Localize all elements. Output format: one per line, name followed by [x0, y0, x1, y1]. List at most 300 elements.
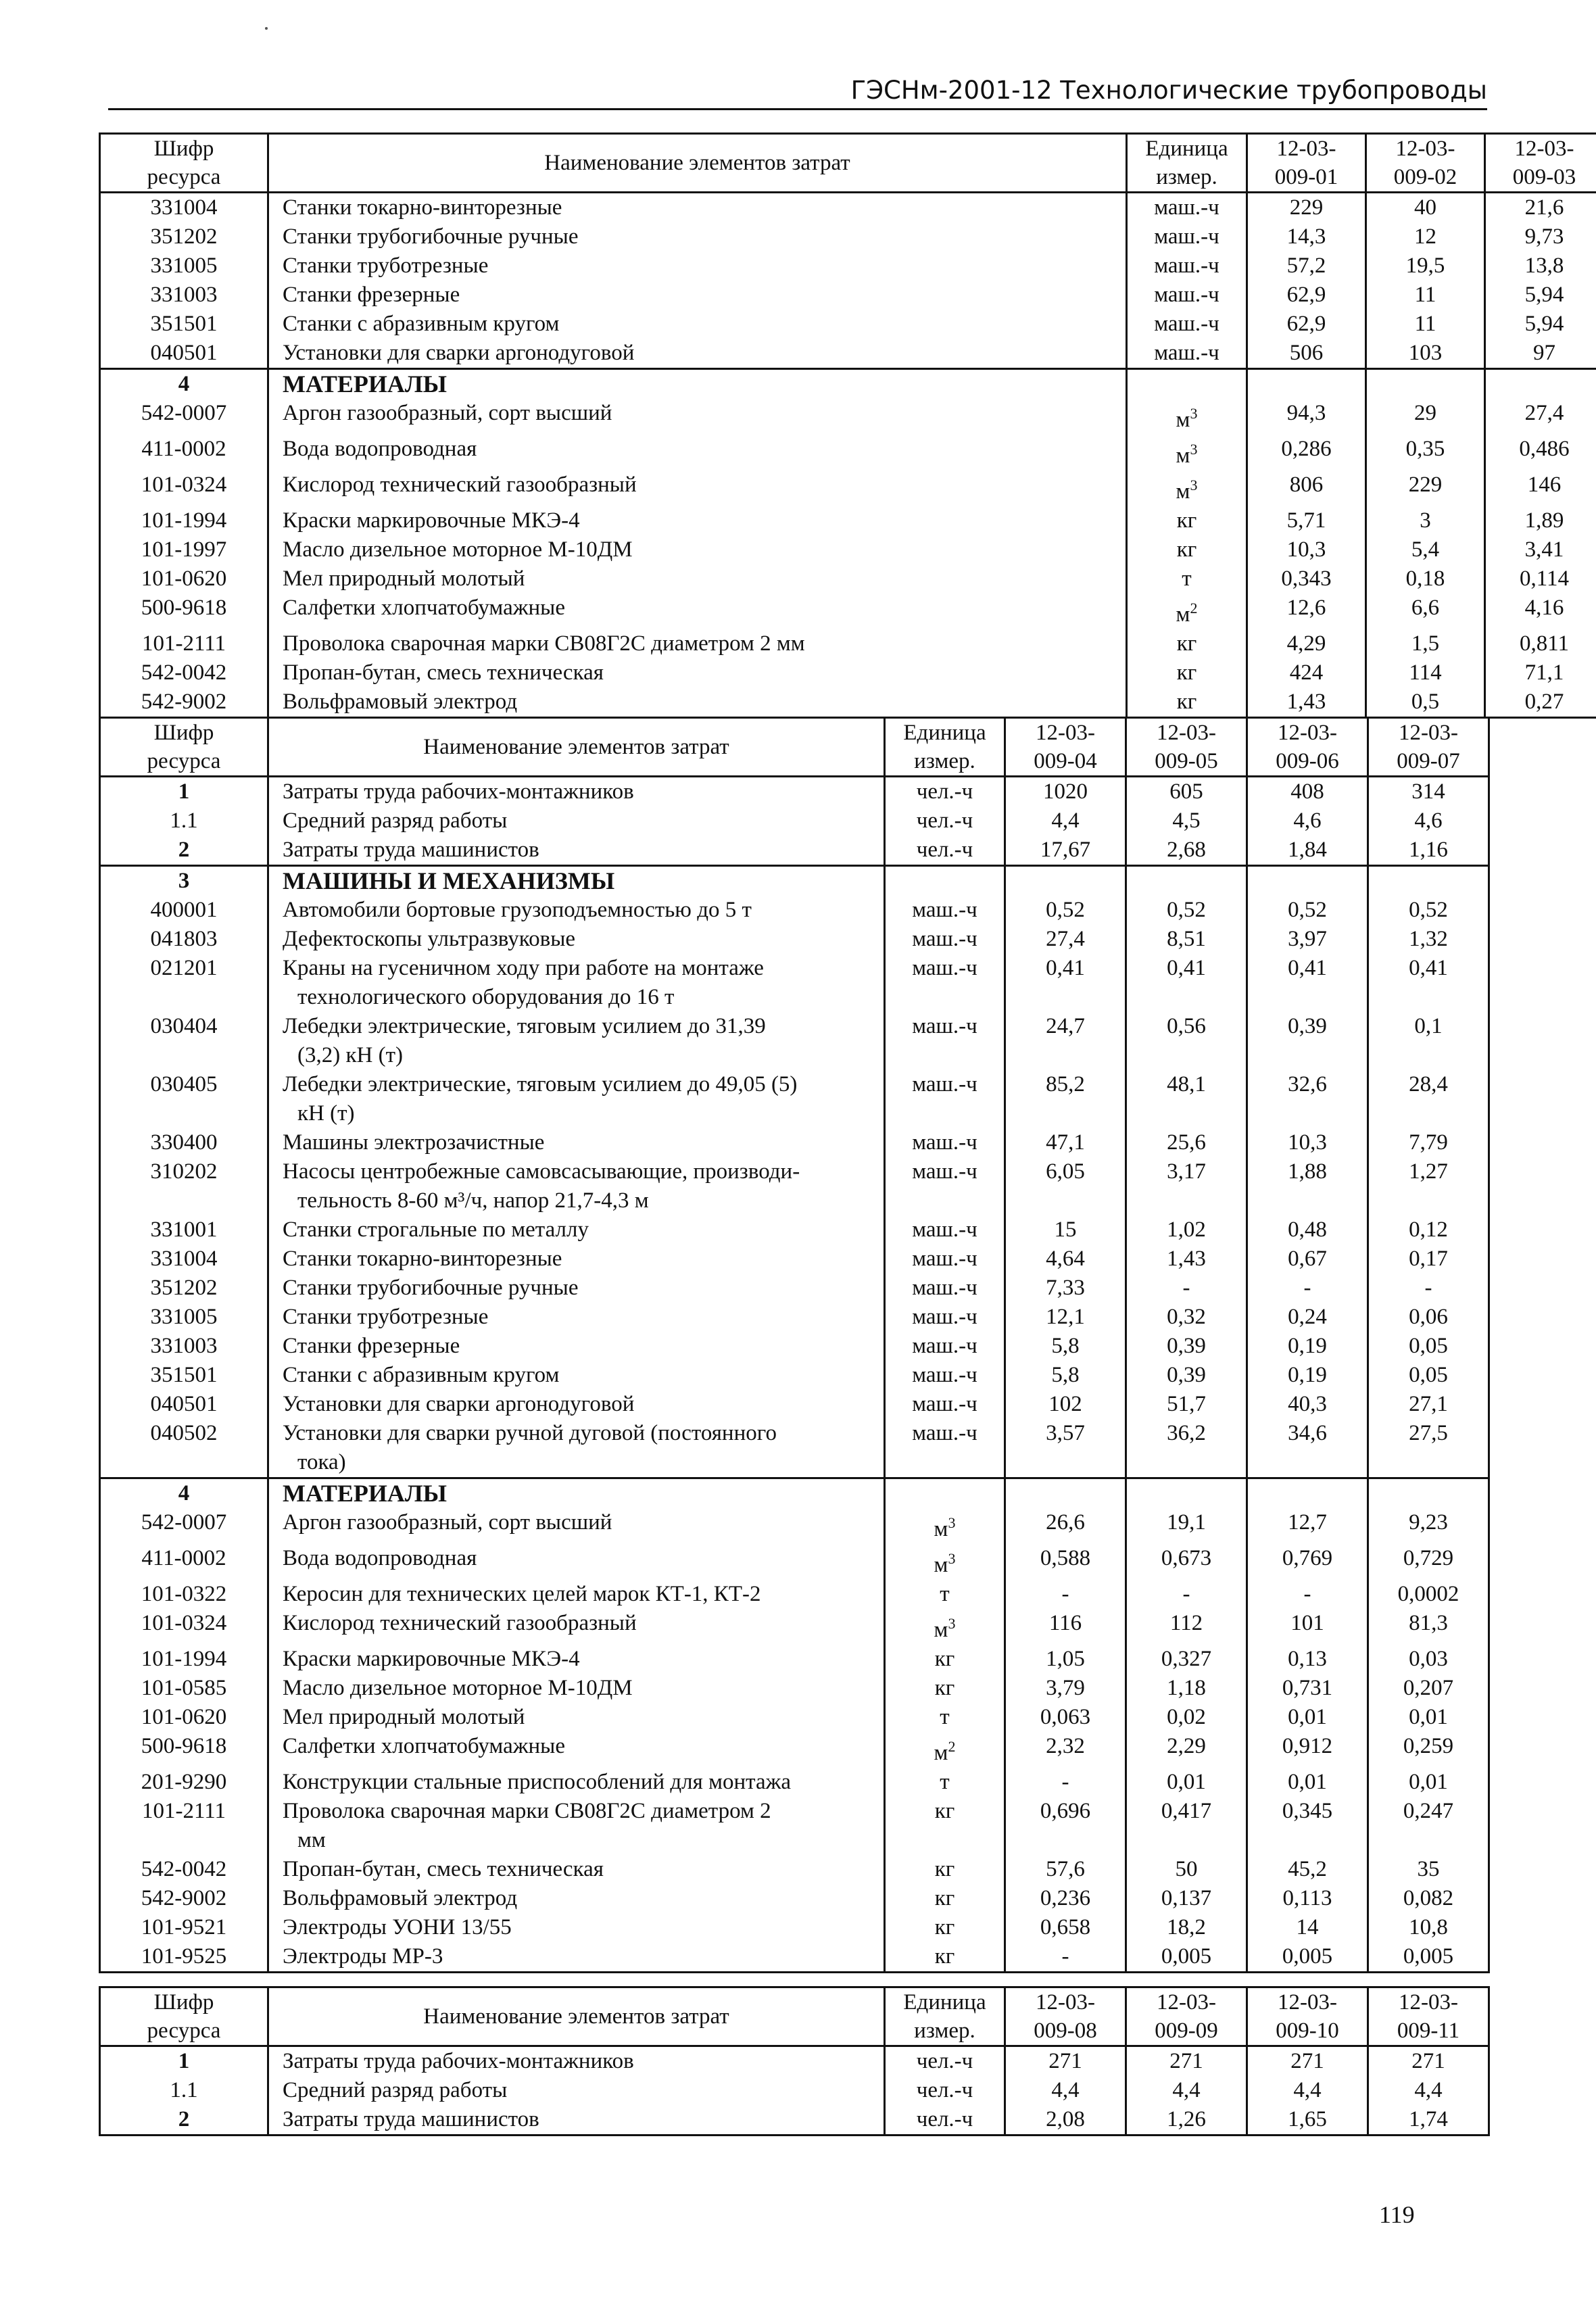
unit-cell	[885, 1390, 1005, 1419]
norm-value: 0,41	[1288, 956, 1327, 980]
resource-name: Пропан-бутан, смесь техническая	[283, 1857, 604, 1881]
header-name	[268, 134, 1127, 193]
resource-name-cell	[268, 687, 1127, 718]
table-row	[100, 1361, 1489, 1390]
resource-code: 331003	[150, 283, 218, 307]
table-row	[100, 251, 1596, 281]
resource-name: (3,2) кН (т)	[297, 1043, 403, 1067]
norm-value-cell	[1247, 1884, 1368, 1913]
norm-value: 47,1	[1046, 1130, 1085, 1155]
norm-value-cell	[1366, 399, 1485, 435]
resource-name-cell	[268, 506, 1127, 535]
norm-value-cell	[1247, 1609, 1368, 1645]
unit-cell	[885, 1157, 1005, 1215]
norm-value: 0,063	[1040, 1705, 1091, 1729]
unit-cell	[885, 1674, 1005, 1703]
norm-value-cell	[1247, 1942, 1368, 1973]
resource-code-cell	[100, 193, 268, 223]
norm-value-cell	[1126, 2105, 1247, 2136]
resource-name-cell	[268, 339, 1127, 369]
resource-name-cell	[268, 594, 1127, 629]
resource-name: Станки токарно-винторезные	[283, 195, 562, 220]
norm-value-cell	[1126, 1128, 1247, 1157]
norm-value: 0,417	[1161, 1799, 1212, 1823]
header-norm-line: 009-11	[1397, 2019, 1460, 2043]
norm-value-cell	[1126, 1070, 1247, 1128]
norm-value-cell	[1126, 1332, 1247, 1361]
resource-table-1	[99, 132, 1596, 719]
norm-value-cell	[1126, 1361, 1247, 1390]
resource-code: 101-0620	[141, 566, 227, 591]
resource-name-cell	[268, 1580, 885, 1609]
header-norm-line: 12-03-	[1157, 721, 1216, 745]
resource-code-cell	[100, 1913, 268, 1942]
norm-value-cell	[1368, 954, 1489, 1012]
norm-value-cell	[1126, 1645, 1247, 1674]
norm-value: 0,729	[1403, 1546, 1454, 1570]
norm-value: 7,79	[1409, 1130, 1448, 1155]
resource-code: 500-9618	[141, 1734, 227, 1758]
norm-value: 0,67	[1288, 1247, 1327, 1271]
unit-cell	[1127, 281, 1247, 310]
resource-code-cell	[100, 1884, 268, 1913]
norm-value: 0,32	[1167, 1305, 1206, 1329]
norm-value-cell	[1005, 1768, 1126, 1797]
norm-value: 605	[1169, 779, 1203, 804]
table-row	[100, 193, 1596, 223]
norm-value: 0,082	[1403, 1886, 1454, 1910]
resource-code-cell	[100, 281, 268, 310]
resource-name: Станки токарно-винторезные	[283, 1247, 562, 1271]
norm-value-cell	[1485, 310, 1596, 339]
norm-value: 9,73	[1524, 224, 1564, 249]
table-row	[100, 506, 1596, 535]
norm-value-cell	[1368, 1215, 1489, 1245]
resource-code-cell	[100, 506, 268, 535]
unit-value: маш.-ч	[912, 956, 977, 980]
norm-value: 0,52	[1046, 898, 1085, 922]
resource-code-cell	[100, 251, 268, 281]
resource-name: Кислород технический газообразный	[283, 473, 637, 497]
norm-value-cell	[1005, 2076, 1126, 2105]
resource-name: Дефектоскопы ультразвуковые	[283, 927, 576, 951]
norm-value-cell	[1126, 1478, 1247, 1509]
norm-value: 13,8	[1524, 254, 1564, 278]
norm-value: 35	[1417, 1857, 1440, 1881]
unit-value: маш.-ч	[912, 1247, 977, 1271]
norm-value: 0,343	[1281, 566, 1332, 591]
resource-name: Аргон газообразный, сорт высший	[283, 1510, 612, 1535]
table-row	[100, 1884, 1489, 1913]
norm-value-cell	[1366, 193, 1485, 223]
resource-name-cell	[268, 1942, 885, 1973]
norm-value: 15	[1054, 1217, 1077, 1242]
table-row	[100, 1128, 1489, 1157]
resource-name-cell	[268, 836, 885, 866]
row-group	[100, 1478, 1489, 1973]
resource-name-cell	[268, 866, 885, 896]
resource-code-cell	[100, 1070, 268, 1128]
header-norm-code	[1247, 1987, 1368, 2046]
norm-value: 806	[1289, 473, 1324, 497]
norm-value-cell	[1368, 1419, 1489, 1478]
norm-value-cell	[1368, 1580, 1489, 1609]
norm-value-cell	[1126, 777, 1247, 807]
norm-value: 4,4	[1051, 2078, 1080, 2102]
unit-value: м	[934, 1741, 948, 1765]
norm-value-cell	[1126, 1732, 1247, 1768]
header-unit-line: Единица	[1145, 137, 1228, 161]
resource-name: кН (т)	[297, 1101, 355, 1126]
norm-value: 14	[1296, 1915, 1319, 1939]
norm-value-cell	[1485, 251, 1596, 281]
resource-name-cell	[268, 2046, 885, 2077]
norm-value-cell	[1005, 1855, 1126, 1884]
norm-value: 0,345	[1282, 1799, 1333, 1823]
norm-value: 0,24	[1288, 1305, 1327, 1329]
unit-value: м	[1176, 479, 1190, 504]
norm-value: 0,01	[1288, 1770, 1327, 1794]
header-norm-code	[1368, 1987, 1489, 2046]
norm-value: 0,12	[1409, 1217, 1448, 1242]
norm-value: 57,6	[1046, 1857, 1085, 1881]
row-group	[100, 2046, 1489, 2136]
norm-value-cell	[1247, 339, 1366, 369]
norm-value-cell	[1368, 1508, 1489, 1544]
header-name	[268, 1987, 885, 2046]
norm-value: -	[1303, 1582, 1311, 1606]
resource-code-cell	[100, 339, 268, 369]
header-norm-line: 12-03-	[1514, 137, 1574, 161]
page-number: 119	[1379, 2201, 1415, 2228]
norm-value: 101	[1290, 1611, 1324, 1635]
unit-exponent: 3	[1190, 477, 1198, 493]
norm-value-cell	[1247, 369, 1366, 400]
unit-value: м	[1176, 443, 1190, 468]
scan-speck	[265, 27, 268, 30]
resource-name: Установки для сварки аргонодуговой	[283, 341, 635, 365]
unit-value: маш.-ч	[912, 1363, 977, 1387]
resource-name: Лебедки электрические, тяговым усилием до 31,39	[283, 1014, 766, 1038]
header-code-line: Шифр	[153, 721, 214, 745]
norm-value: 229	[1408, 473, 1443, 497]
table-row	[100, 339, 1596, 369]
norm-value-cell	[1366, 251, 1485, 281]
norm-value-cell	[1126, 896, 1247, 925]
resource-name: Краски маркировочные МКЭ-4	[283, 508, 580, 533]
norm-value: 0,1	[1414, 1014, 1443, 1038]
norm-value: 0,03	[1409, 1647, 1448, 1671]
header-norm-line: 12-03-	[1399, 721, 1458, 745]
norm-value: 0,005	[1403, 1944, 1454, 1969]
resource-name-cell	[268, 1070, 885, 1128]
resource-name: Затраты труда машинистов	[283, 2107, 539, 2131]
norm-value-cell	[1247, 251, 1366, 281]
norm-value-cell	[1126, 1942, 1247, 1973]
resource-name: Мел природный молотый	[283, 566, 525, 591]
header-name-text: Наименование элементов затрат	[423, 2004, 729, 2029]
norm-value: 0,13	[1288, 1647, 1327, 1671]
norm-value-cell	[1485, 435, 1596, 471]
norm-value-cell	[1368, 1274, 1489, 1303]
resource-name: Станки с абразивным кругом	[283, 1363, 560, 1387]
resource-code: 041803	[150, 927, 218, 951]
resource-code-cell	[100, 1544, 268, 1580]
table-row	[100, 435, 1596, 471]
resource-code-cell	[100, 369, 268, 400]
unit-value: маш.-ч	[1154, 224, 1219, 249]
header-norm-line: 009-03	[1512, 165, 1576, 189]
norm-value: 506	[1289, 341, 1324, 365]
header-norm-line: 009-10	[1276, 2019, 1339, 2043]
row-group	[100, 193, 1596, 369]
header-norm-line: 12-03-	[1276, 137, 1336, 161]
resource-code: 351202	[150, 224, 218, 249]
norm-value: 0,41	[1046, 956, 1085, 980]
norm-value: -	[1182, 1582, 1190, 1606]
resource-code-cell	[100, 954, 268, 1012]
header-norm-line: 12-03-	[1278, 1990, 1337, 2015]
norm-value: 27,4	[1524, 401, 1564, 425]
norm-value-cell	[1366, 658, 1485, 687]
table-header-row	[100, 1987, 1489, 2046]
resource-code: 331005	[150, 1305, 218, 1329]
unit-cell	[1127, 629, 1247, 658]
resource-name: Станки фрезерные	[283, 283, 460, 307]
norm-value: 4,4	[1293, 2078, 1322, 2102]
row-group	[100, 369, 1596, 718]
norm-value: 4,4	[1172, 2078, 1201, 2102]
unit-value: маш.-ч	[912, 1276, 977, 1300]
norm-value: 0,39	[1288, 1014, 1327, 1038]
table-row	[100, 564, 1596, 594]
norm-value-cell	[1247, 1645, 1368, 1674]
table-row	[100, 1419, 1489, 1478]
resource-name: Вода водопроводная	[283, 437, 477, 461]
norm-value-cell	[1247, 836, 1368, 866]
norm-value-cell	[1368, 1797, 1489, 1855]
resource-code-cell	[100, 1674, 268, 1703]
unit-value: маш.-ч	[1154, 341, 1219, 365]
resource-code: 040501	[150, 1392, 218, 1416]
unit-value: т	[940, 1770, 950, 1794]
resource-name: Масло дизельное моторное М-10ДМ	[283, 537, 633, 562]
table-row	[100, 1797, 1489, 1855]
resource-code: 101-0324	[141, 1611, 227, 1635]
norm-value-cell	[1485, 629, 1596, 658]
resource-name: Краски маркировочные МКЭ-4	[283, 1647, 580, 1671]
norm-value-cell	[1247, 1855, 1368, 1884]
norm-value-cell	[1368, 1942, 1489, 1973]
table-row	[100, 1274, 1489, 1303]
header-norm-line: 12-03-	[1399, 1990, 1458, 2015]
norm-value: 4,6	[1293, 809, 1322, 833]
resource-name: Затраты труда рабочих-монтажников	[283, 2049, 634, 2073]
header-unit-line: измер.	[1156, 165, 1217, 189]
resource-name-cell	[268, 1645, 885, 1674]
unit-exponent: 3	[948, 1514, 956, 1531]
norm-value-cell	[1368, 925, 1489, 954]
resource-name: Вольфрамовый электрод	[283, 1886, 518, 1910]
table-row	[100, 896, 1489, 925]
norm-value: 85,2	[1046, 1072, 1085, 1096]
norm-value-cell	[1126, 1544, 1247, 1580]
unit-value: маш.-ч	[912, 1159, 977, 1184]
table-row	[100, 1332, 1489, 1361]
norm-value: 10,3	[1288, 1130, 1327, 1155]
header-code-line: ресурса	[147, 2019, 221, 2043]
resource-code-cell	[100, 564, 268, 594]
resource-name-cell	[268, 658, 1127, 687]
unit-cell	[885, 1332, 1005, 1361]
norm-value: -	[1061, 1944, 1069, 1969]
resource-name-cell	[268, 1508, 885, 1544]
unit-value: маш.-ч	[912, 898, 977, 922]
norm-value-cell	[1005, 896, 1126, 925]
norm-value: 45,2	[1288, 1857, 1327, 1881]
norm-value-cell	[1247, 1303, 1368, 1332]
norm-value: -	[1061, 1770, 1069, 1794]
table-row	[100, 1913, 1489, 1942]
norm-value-cell	[1005, 925, 1126, 954]
table-row	[100, 2105, 1489, 2136]
norm-value-cell	[1126, 836, 1247, 866]
norm-value-cell	[1126, 1245, 1247, 1274]
resource-name-cell	[268, 1419, 885, 1478]
norm-value-cell	[1247, 1012, 1368, 1070]
norm-value: 3,57	[1046, 1421, 1085, 1445]
unit-cell	[885, 1645, 1005, 1674]
norm-value: 6,05	[1046, 1159, 1085, 1184]
unit-value: маш.-ч	[1154, 195, 1219, 220]
norm-value-cell	[1366, 687, 1485, 718]
resource-code-cell	[100, 1478, 268, 1509]
unit-cell	[885, 1361, 1005, 1390]
norm-value-cell	[1247, 193, 1366, 223]
resource-name-cell	[268, 535, 1127, 564]
norm-value-cell	[1247, 1797, 1368, 1855]
header-unit-line: Единица	[903, 1990, 986, 2015]
norm-value: 0,52	[1167, 898, 1206, 922]
norm-value: 11	[1414, 283, 1436, 307]
norm-value-cell	[1005, 1361, 1126, 1390]
norm-value: 1,16	[1409, 838, 1448, 862]
resource-code-cell	[100, 1361, 268, 1390]
resource-name: Пропан-бутан, смесь техническая	[283, 660, 604, 685]
resource-name: Кислород технический газообразный	[283, 1611, 637, 1635]
norm-value: 5,8	[1051, 1334, 1080, 1358]
resource-name: Станки с абразивным кругом	[283, 312, 560, 336]
unit-value: м	[1176, 408, 1190, 432]
header-name-text: Наименование элементов затрат	[544, 151, 850, 175]
resource-code: 310202	[150, 1159, 218, 1184]
running-header: ГЭСНм-2001-12 Технологические трубопроводы	[850, 76, 1487, 105]
resource-name-cell	[268, 2105, 885, 2136]
norm-value-cell	[1126, 1157, 1247, 1215]
norm-value: 94,3	[1286, 401, 1326, 425]
resource-name-cell	[268, 193, 1127, 223]
norm-value: 50	[1175, 1857, 1198, 1881]
norm-value: 0,005	[1282, 1944, 1333, 1969]
norm-value-cell	[1247, 1332, 1368, 1361]
unit-value: чел.-ч	[916, 838, 973, 862]
norm-value: 0,769	[1282, 1546, 1333, 1570]
resource-name: Салфетки хлопчатобумажные	[283, 1734, 565, 1758]
resource-code: 3	[178, 869, 190, 893]
norm-value: 0,52	[1288, 898, 1327, 922]
norm-value-cell	[1247, 1703, 1368, 1732]
resource-code-cell	[100, 1580, 268, 1609]
norm-value-cell	[1247, 594, 1366, 629]
norm-value: 0,05	[1409, 1363, 1448, 1387]
norm-value-cell	[1366, 535, 1485, 564]
norm-value-cell	[1368, 1884, 1489, 1913]
unit-value: чел.-ч	[916, 2078, 973, 2102]
table-row	[100, 777, 1489, 807]
norm-value: 0,01	[1409, 1705, 1448, 1729]
unit-exponent: 3	[1190, 441, 1198, 458]
norm-value-cell	[1485, 506, 1596, 535]
resource-code: 351202	[150, 1276, 218, 1300]
table-row	[100, 1508, 1489, 1544]
unit-value: т	[1182, 566, 1192, 591]
resource-code: 101-0322	[141, 1582, 227, 1606]
norm-value-cell	[1368, 806, 1489, 836]
header-name-text: Наименование элементов затрат	[423, 735, 729, 759]
norm-value: 4,29	[1286, 631, 1326, 656]
norm-value-cell	[1368, 1913, 1489, 1942]
header-norm-line: 009-01	[1274, 165, 1338, 189]
unit-value: маш.-ч	[1154, 283, 1219, 307]
resource-name-cell	[268, 629, 1127, 658]
unit-exponent: 3	[948, 1550, 956, 1567]
norm-value-cell	[1366, 564, 1485, 594]
resource-code: 4	[178, 1481, 190, 1505]
unit-exponent: 3	[948, 1615, 956, 1632]
norm-value: 0,35	[1405, 437, 1445, 461]
norm-value: 0,005	[1161, 1944, 1212, 1969]
unit-value: кг	[934, 1647, 955, 1671]
norm-value-cell	[1247, 1544, 1368, 1580]
resource-name-cell	[268, 222, 1127, 251]
norm-value: 0,52	[1409, 898, 1448, 922]
resource-table-3	[99, 1986, 1490, 2136]
norm-value-cell	[1005, 806, 1126, 836]
norm-value-cell	[1368, 1157, 1489, 1215]
norm-value: 1,05	[1046, 1647, 1085, 1671]
norm-value-cell	[1126, 1884, 1247, 1913]
table-row	[100, 954, 1489, 1012]
norm-value: 1,43	[1286, 690, 1326, 714]
header-code-line: Шифр	[153, 1990, 214, 2015]
unit-value: чел.-ч	[916, 2107, 973, 2131]
norm-value: 0,114	[1519, 566, 1570, 591]
norm-value-cell	[1126, 1419, 1247, 1478]
table-row	[100, 1390, 1489, 1419]
header-norm-line: 009-06	[1276, 749, 1339, 773]
norm-value: 24,7	[1046, 1014, 1085, 1038]
norm-value: 112	[1169, 1611, 1203, 1635]
norm-value: 4,4	[1414, 2078, 1443, 2102]
norm-value-cell	[1485, 687, 1596, 718]
table-row	[100, 1703, 1489, 1732]
norm-value: 0,811	[1519, 631, 1570, 656]
norm-value: 0,912	[1282, 1734, 1333, 1758]
resource-name-cell	[268, 399, 1127, 435]
header-norm-code	[1247, 134, 1366, 193]
norm-value-cell	[1126, 925, 1247, 954]
header-unit-line: Единица	[903, 721, 986, 745]
